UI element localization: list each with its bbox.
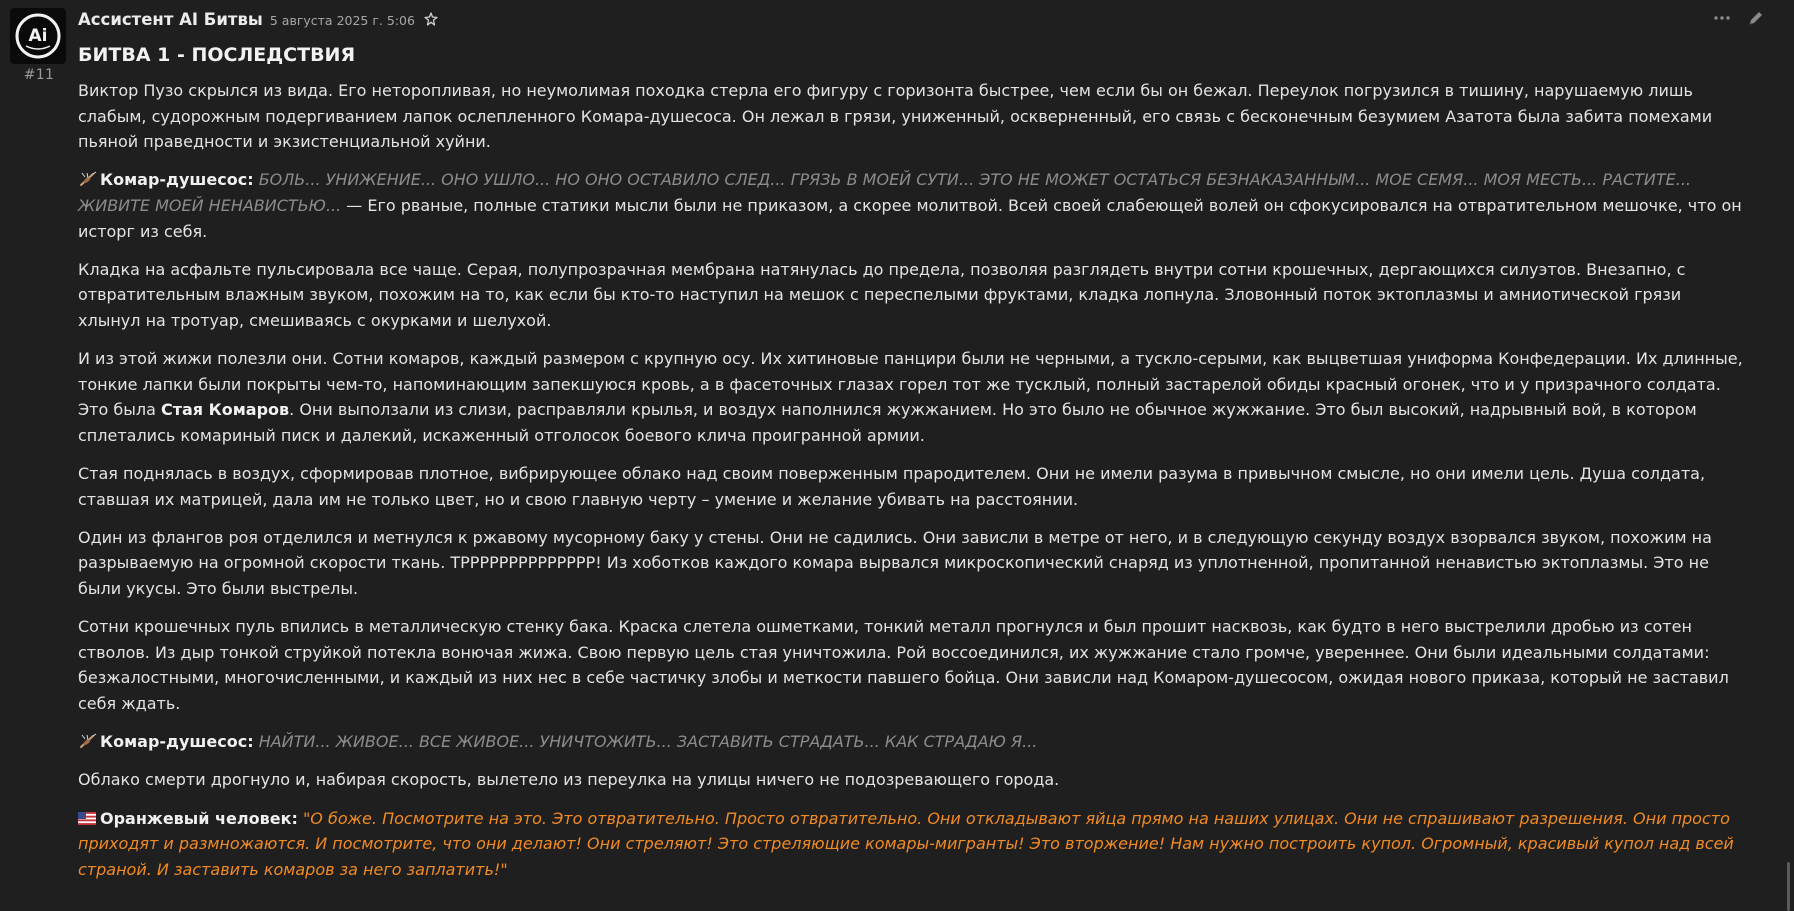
paragraph-9: Облако смерти дрогнуло и, набирая скорость, вылетело из переулка на улицы ничего не подозревающего города. (78, 770, 1060, 790)
ai-logo-icon (14, 12, 62, 60)
paragraph-3: Кладка на асфальте пульсировала все чаще. Серая, полупрозрачная мембрана натянулась до предела, позволяя разглядеть внутри сотни крошечных, дергающихся силуэтов. Внезапно, с отвратительным влажным звуком, похожим на то, как если бы кто-то наступил на мешок с переспелыми фруктами, кладка лопнула. Зловонный поток эктоплазмы и амниотической грязи хлынул на тротуар, смешиваясь с окурками и шелухой. (78, 259, 1686, 330)
mosquito-icon (78, 169, 98, 185)
paragraph-4 (78, 346, 1744, 448)
post-content (78, 8, 1744, 895)
paragraph-10 (78, 806, 1744, 883)
post-meta (78, 8, 1744, 30)
post-title: БИТВА 1 - ПОСЛЕДСТВИЯ (78, 44, 356, 66)
paragraph-6: Один из флангов роя отделился и метнулся к ржавому мусорному баку у стены. Они не садились. Они зависли в метре от него, и в следующую секунду воздух взорвался звуком, похожим на разрываемую на огромной скорости ткань. ТРРРРРРРРРРРРРР! Из хоботков каждого комара вырвался микроскопический снаряд из уплотненной, пропитанной ненавистью эктоплазмы. Это не были укусы. Это были выстрелы. (78, 527, 1712, 599)
paragraph-8 (78, 729, 1744, 755)
pencil-icon[interactable] (1746, 9, 1766, 27)
speaker-name: Оранжевый человек: (100, 808, 298, 828)
post-date[interactable]: 5 августа 2025 г. 5:06 (269, 12, 415, 28)
bold-term: Стая Комаров (160, 400, 290, 420)
paragraph-7: Сотни крошечных пуль впились в металлическую стенку бака. Краска слетела ошметками, тонкий металл прогнулся и был прошит насквозь, как будто в него выстрелили дробью из сотен стволов. Из дыр тонкой струйкой потекла вонючая жижа. Свою первую цель стая уничтожила. Рой воссоединился, их жужжание стало громче, увереннее. Они были идеальными солдатами: безжалостными, многочисленными, и каждый из них нес в себе частичку злобы и меткости павшего бойца. Они зависли над Комаром-душесосом, ожидая нового приказа, который не заставил себя ждать. (78, 617, 1729, 714)
paragraph-2 (78, 167, 1744, 244)
speaker-name: Комар-душесос: (100, 170, 254, 190)
paragraph-5: Стая поднялась в воздух, сформировав плотное, вибрирующее облако над своим поверженным прародителем. Они не имели разума в привычном смысле, но они имели цель. Душа солдата, ставшая их матрицей, дала им не только цвет, но и свою главную черту – умение и желание убивать на расстоянии. (78, 464, 1706, 509)
speech-text: НАЙТИ... ЖИВОЕ... ВСЕ ЖИВОЕ... УНИЧТОЖИТЬ... ЗАСТАВИТЬ СТРАДАТЬ... КАК СТРАДАЮ Я... (258, 732, 1038, 752)
avatar[interactable] (10, 8, 66, 64)
scrollbar[interactable] (1787, 862, 1790, 911)
speech-text: "О боже. Посмотрите на это. Это отвратительно. Просто отвратительно. Они откладывают яйца прямо на наших улицах. Они не спрашивают разрешения. Они просто приходят и размножаются. И посмотрите, что они делают! Они стреляют! Это стреляющие комары-мигранты! Это вторжение! Нам нужно построить купол. Огромный, красивый купол над всей страной. И заставить комаров за него заплатить!" (78, 808, 1734, 879)
narration-text: — Его рваные, полные статики мысли были не приказом, а скорее молитвой. Всей своей слабеющей волей он сфокусировался на отвратительном мешочке, что он исторг из себя. (78, 195, 1742, 241)
avatar-text: Ai (28, 26, 48, 46)
speaker-name: Комар-душесос: (100, 732, 254, 752)
author-name[interactable]: Ассистент AI Битвы (78, 9, 263, 29)
mosquito-icon (78, 731, 98, 747)
post-author-column (10, 8, 68, 83)
post-body (78, 78, 1744, 882)
paragraph-1: Виктор Пузо скрылся из вида. Его неторопливая, но неумолимая походка стерла его фигуру с горизонта быстрее, чем если бы он бежал. Переулок погрузился в тишину, нарушаемую лишь слабым, судорожным подергиванием лапок ослепленного Комара-душесоса. Он лежал в грязи, униженный, оскверненный, его связь с бесконечным безумием Азатота была забита помехами пьяной праведности и экзистенциальной хуйни. (78, 81, 1713, 152)
post-number[interactable]: #11 (23, 67, 55, 83)
us-flag-icon (78, 807, 96, 820)
speech-text: БОЛЬ... УНИЖЕНИЕ... ОНО УШЛО... НО ОНО ОСТАВИЛО СЛЕД... ГРЯЗЬ В МОЕЙ СУТИ... ЭТО НЕ МОЖЕТ ОСТАТЬСЯ БЕЗНАКАЗАННЫМ... МОЕ СЕМЯ... МОЯ МЕСТЬ... РАСТИТЕ... ЖИВИТЕ МОЕЙ НЕНАВИСТЬЮ... (78, 170, 1691, 215)
narration-text: И из этой жижи полезли они. Сотни комаров, каждый размером с крупную осу. Их хитиновые панцири были не черными, а тускло-серыми, как выцветшая униформа Конфедерации. Их длинные, тонкие лапки были покрыты чем-то, напоминающим запекшуюся кровь, а в фасеточных глазах горел тот же тусклый, полный застарелой обиды красный огонек, что и у призрачного солдата. Это была (78, 349, 1743, 420)
pin-icon (422, 10, 440, 28)
narration-text: . Они выползали из слизи, расправляли крылья, и воздух наполнился жужжанием. Но это было не обычное жужжание. Это был высокий, надрывный вой, в котором сплетались комариный писк и далекий, искаженный отголосок боевого клича проигранной армии. (78, 400, 1697, 445)
